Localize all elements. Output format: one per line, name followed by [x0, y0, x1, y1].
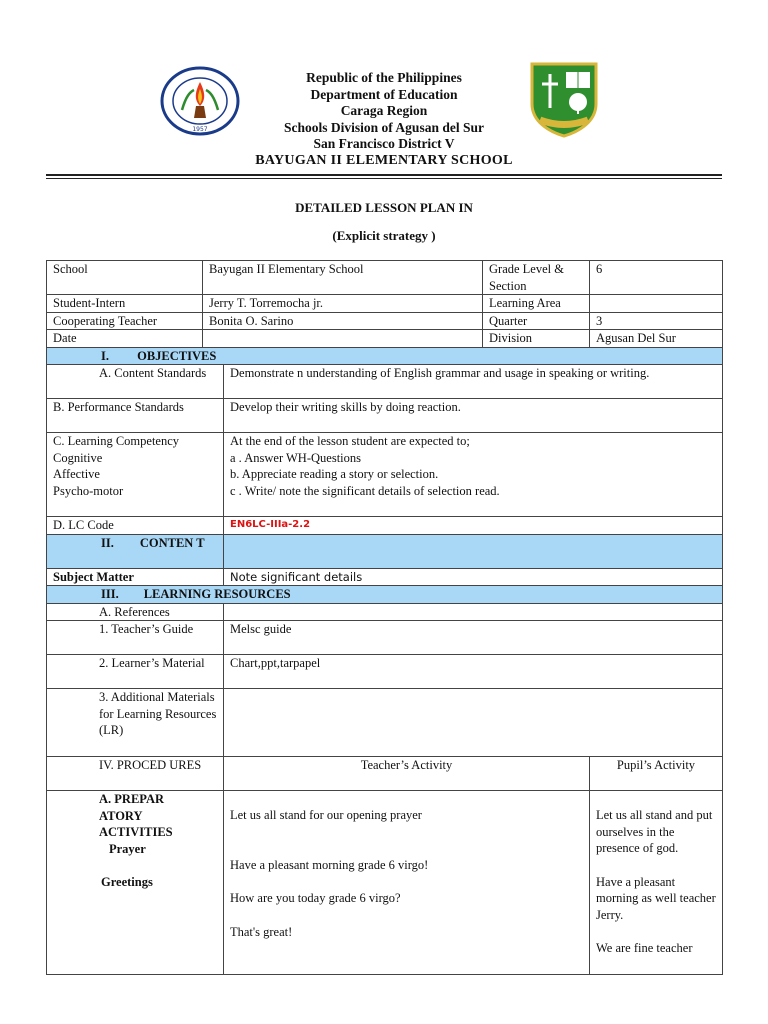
division-value: Agusan Del Sur [590, 330, 723, 348]
greetings-label: Greetings [101, 875, 153, 889]
section-objectives [47, 347, 723, 365]
row-learning-competency [47, 433, 723, 517]
competency-label: C. Learning Competency [53, 434, 180, 448]
performance-value: Develop their writing skills by doing reaction. [224, 399, 723, 433]
content-standards-label: A. Content Standards [47, 365, 224, 399]
intern-value: Jerry T. Torremocha jr. [203, 295, 483, 313]
section-content [47, 534, 723, 568]
cognitive-label: Cognitive [53, 450, 103, 465]
row-teachers-guide [47, 621, 723, 655]
row-procedures-header [47, 757, 723, 791]
competency-b: b. Appreciate reading a story or selection. [230, 467, 439, 481]
prayer-label: Prayer [109, 841, 146, 856]
competency-intro: At the end of the lesson student are expected to; [230, 434, 470, 448]
pupil-line-greeting: Have a pleasant morning as well teacher Jerry. [596, 874, 716, 922]
header-school-name: BAYUGAN II ELEMENTARY SCHOOL [255, 152, 513, 168]
pupil-line-prayer: Let us all stand and put ourselves in the presence of god. [596, 808, 713, 855]
header-department: Department of Education [310, 86, 458, 102]
seal-year: 1957 [192, 126, 208, 133]
division-label: Division [483, 330, 590, 348]
lesson-plan-table [46, 260, 723, 975]
performance-label: B. Performance Standards [47, 399, 224, 433]
header-division: Schools Division of Agusan del Sur [284, 119, 484, 135]
school-label: School [47, 261, 203, 295]
resources-num: III. [101, 587, 119, 601]
psychomotor-label: Psycho-motor [53, 483, 124, 498]
teacher-activity-header: Teacher’s Activity [224, 757, 590, 791]
coop-value: Bonita O. Sarino [203, 312, 483, 330]
school-value: Bayugan II Elementary School [203, 261, 483, 295]
row-lc-code [47, 517, 723, 535]
row-preparatory-activities [47, 791, 723, 975]
grade-value: 6 [590, 261, 723, 295]
teachers-guide-value: Melsc guide [224, 621, 723, 655]
objectives-num: I. [101, 348, 109, 363]
row-learners-material [47, 655, 723, 689]
doc-title: DETAILED LESSON PLAN IN [295, 200, 473, 215]
objectives-heading: OBJECTIVES [137, 348, 217, 363]
row-additional-materials [47, 689, 723, 757]
letterhead [0, 70, 768, 169]
header-rule-thin [46, 178, 722, 179]
pupil-line-fine: We are fine teacher [596, 941, 693, 955]
area-value [590, 295, 723, 313]
preparatory-label: A. PREPAR ATORY ACTIVITIES [99, 792, 173, 839]
section-resources [47, 586, 723, 604]
learners-material-label: 2. Learner’s Material [47, 655, 224, 689]
teacher-line-great: That's great! [230, 924, 293, 939]
additional-materials-label: 3. Additional Materials for Learning Resources (LR) [47, 689, 224, 757]
pupil-activity-header: Pupil’s Activity [590, 757, 723, 791]
doc-subtitle: (Explicit strategy ) [332, 228, 436, 243]
resources-heading: LEARNING RESOURCES [143, 587, 291, 601]
area-label: Learning Area [483, 295, 590, 313]
header-district: San Francisco District V [313, 136, 455, 151]
teachers-guide-label: 1. Teacher’s Guide [47, 621, 224, 655]
subject-matter-value: Note significant details [224, 568, 723, 586]
procedures-label: IV. PROCED URES [47, 757, 224, 791]
references-label: A. References [47, 603, 224, 621]
competency-c: c . Write/ note the significant details of selection read. [230, 483, 500, 498]
info-row-coop [47, 312, 723, 330]
content-standards-value: Demonstrate n understanding of English grammar and usage in speaking or writing. [224, 365, 723, 399]
header-region: Caraga Region [340, 103, 428, 118]
coop-label: Cooperating Teacher [47, 312, 203, 330]
learners-material-value: Chart,ppt,tarpapel [224, 655, 723, 689]
additional-materials-value [224, 689, 723, 757]
competency-a: a . Answer WH-Questions [230, 450, 361, 465]
date-value [203, 330, 483, 348]
info-row-intern [47, 295, 723, 313]
quarter-value: 3 [590, 312, 723, 330]
row-subject-matter [47, 568, 723, 586]
grade-label: Grade Level & Section [483, 261, 590, 295]
content-num: II. [101, 535, 114, 550]
teacher-line-greeting: Have a pleasant morning grade 6 virgo! [230, 857, 429, 872]
header-rule [46, 174, 722, 176]
row-content-standards [47, 365, 723, 399]
content-heading: CONTEN T [139, 535, 205, 550]
subject-matter-label: Subject Matter [47, 568, 224, 586]
teacher-line-howareyou: How are you today grade 6 virgo? [230, 891, 401, 905]
row-references [47, 603, 723, 621]
header-republic: Republic of the Philippines [306, 70, 462, 85]
intern-label: Student-Intern [47, 295, 203, 313]
info-row-date [47, 330, 723, 348]
affective-label: Affective [53, 467, 100, 481]
row-performance-standards [47, 399, 723, 433]
teacher-line-prayer: Let us all stand for our opening prayer [230, 808, 422, 822]
quarter-label: Quarter [483, 312, 590, 330]
lc-code-label: D. LC Code [47, 517, 224, 535]
date-label: Date [47, 330, 203, 348]
lc-code-value: EN6LC-IIIa-2.2 [224, 517, 723, 535]
info-row-school [47, 261, 723, 295]
